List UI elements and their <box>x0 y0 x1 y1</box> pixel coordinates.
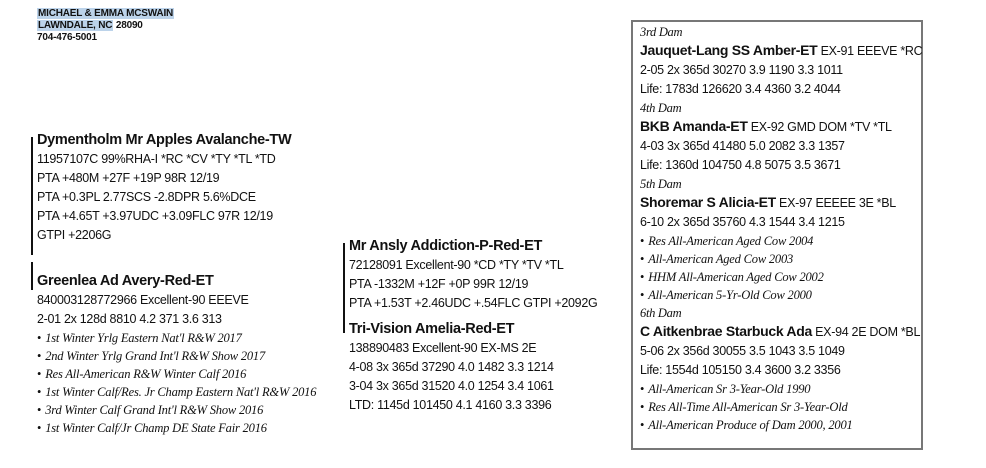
sire-name: Dymentholm Mr Apples Avalanche-TW <box>37 132 292 148</box>
sixth-dam-honor: • All-American Sr 3-Year-Old 1990 <box>640 380 922 398</box>
dam-name: Greenlea Ad Avery-Red-ET <box>37 273 214 289</box>
fourth-dam-class: EX-92 GMD DOM *TV *TL <box>747 120 892 134</box>
sixth-dam-honor: • All-American Produce of Dam 2000, 2001 <box>640 416 922 434</box>
sire-line: GTPI +2206G <box>37 228 112 242</box>
sire-connector <box>31 137 33 255</box>
owner-names: MICHAEL & EMMA MCSWAIN <box>38 8 174 19</box>
third-dam-class: EX-91 EEEVE *RC <box>817 44 923 58</box>
owner-phone: 704-476-5001 <box>37 32 97 43</box>
maternal-dam-line: 138890483 Excellent-90 EX-MS 2E <box>349 341 537 355</box>
fifth-dam-honor: • Res All-American Aged Cow 2004 <box>640 232 922 250</box>
sire-block <box>37 131 291 245</box>
owner-info <box>37 8 174 44</box>
third-dam-record: Life: 1783d 126620 3.4 4360 3.2 4044 <box>640 82 841 96</box>
fourth-dam-record: 4-03 3x 365d 41480 5.0 2082 3.3 1357 <box>640 139 845 153</box>
sixth-dam-honor: • Res All-Time All-American Sr 3-Year-Old <box>640 398 922 416</box>
fifth-dam-class: EX-97 EEEEE 3E *BL <box>775 196 896 210</box>
maternal-sire-line: 72128091 Excellent-90 *CD *TY *TV *TL <box>349 258 564 272</box>
dam-honor: • 1st Winter Calf/Res. Jr Champ Eastern Nat'l R&W 2016 <box>37 383 316 401</box>
fifth-dam-honor: • HHM All-American Aged Cow 2002 <box>640 268 922 286</box>
sixth-dam-record: 5-06 2x 356d 30055 3.5 1043 3.5 1049 <box>640 344 845 358</box>
maternal-sire-line: PTA -1332M +12F +0P 99R 12/19 <box>349 277 529 291</box>
maternal-dam-line: 4-08 3x 365d 37290 4.0 1482 3.3 1214 <box>349 360 554 374</box>
female-line-list <box>640 23 922 434</box>
dam-honor: • Res All-American R&W Winter Calf 2016 <box>37 365 316 383</box>
sixth-dam-class: EX-94 2E DOM *BL <box>811 325 921 339</box>
maternal-dam-name: Tri-Vision Amelia-Red-ET <box>349 321 515 337</box>
third-dam-record: 2-05 2x 365d 30270 3.9 1190 3.3 1011 <box>640 63 843 77</box>
sire-line: 11957107C 99%RHA-I *RC *CV *TY *TL *TD <box>37 152 276 166</box>
third-dam-label: 3rd Dam <box>640 25 683 39</box>
dam-honor: • 1st Winter Yrlg Eastern Nat'l R&W 2017 <box>37 329 316 347</box>
maternal-sire-connector <box>343 243 345 333</box>
maternal-dam-line: LTD: 1145d 101450 4.1 4160 3.3 3396 <box>349 398 552 412</box>
dam-honor: • 3rd Winter Calf Grand Int'l R&W Show 2016 <box>37 401 316 419</box>
fourth-dam-name: BKB Amanda-ET <box>640 118 748 134</box>
fifth-dam-record: 6-10 2x 365d 35760 4.3 1544 3.4 1215 <box>640 215 845 229</box>
fourth-dam-record: Life: 1360d 104750 4.8 5075 3.5 3671 <box>640 158 841 172</box>
fifth-dam-name: Shoremar S Alicia-ET <box>640 194 776 210</box>
maternal-dam-line: 3-04 3x 365d 31520 4.0 1254 3.4 1061 <box>349 379 554 393</box>
dam-honor: • 1st Winter Calf/Jr Champ DE State Fair 2016 <box>37 419 316 437</box>
dam-line: 840003128772966 Excellent-90 EEEVE <box>37 293 249 307</box>
owner-city-state: LAWNDALE, NC <box>38 20 113 31</box>
dam-connector <box>31 262 33 290</box>
maternal-sire-name: Mr Ansly Addiction-P-Red-ET <box>349 238 543 254</box>
dam-block <box>37 272 316 437</box>
maternal-dam-block <box>349 320 554 415</box>
sire-line: PTA +480M +27F +19P 98R 12/19 <box>37 171 220 185</box>
fifth-dam-honor: • All-American Aged Cow 2003 <box>640 250 922 268</box>
fourth-dam-label: 4th Dam <box>640 101 682 115</box>
dam-line: 2-01 2x 128d 8810 4.2 371 3.6 313 <box>37 312 222 326</box>
fifth-dam-honor: • All-American 5-Yr-Old Cow 2000 <box>640 286 922 304</box>
sire-line: PTA +4.65T +3.97UDC +3.09FLC 97R 12/19 <box>37 209 273 223</box>
sire-line: PTA +0.3PL 2.77SCS -2.8DPR 5.6%DCE <box>37 190 256 204</box>
owner-zip: 28090 <box>115 20 143 31</box>
sixth-dam-record: Life: 1554d 105150 3.4 3600 3.2 3356 <box>640 363 841 377</box>
sixth-dam-name: C Aitkenbrae Starbuck Ada <box>640 323 812 339</box>
maternal-sire-block <box>349 237 597 313</box>
fifth-dam-label: 5th Dam <box>640 177 682 191</box>
maternal-sire-line: PTA +1.53T +2.46UDC +.54FLC GTPI +2092G <box>349 296 598 310</box>
sixth-dam-label: 6th Dam <box>640 306 682 320</box>
female-line-box <box>631 20 923 450</box>
third-dam-name: Jauquet-Lang SS Amber-ET <box>640 42 818 58</box>
dam-honor: • 2nd Winter Yrlg Grand Int'l R&W Show 2017 <box>37 347 316 365</box>
